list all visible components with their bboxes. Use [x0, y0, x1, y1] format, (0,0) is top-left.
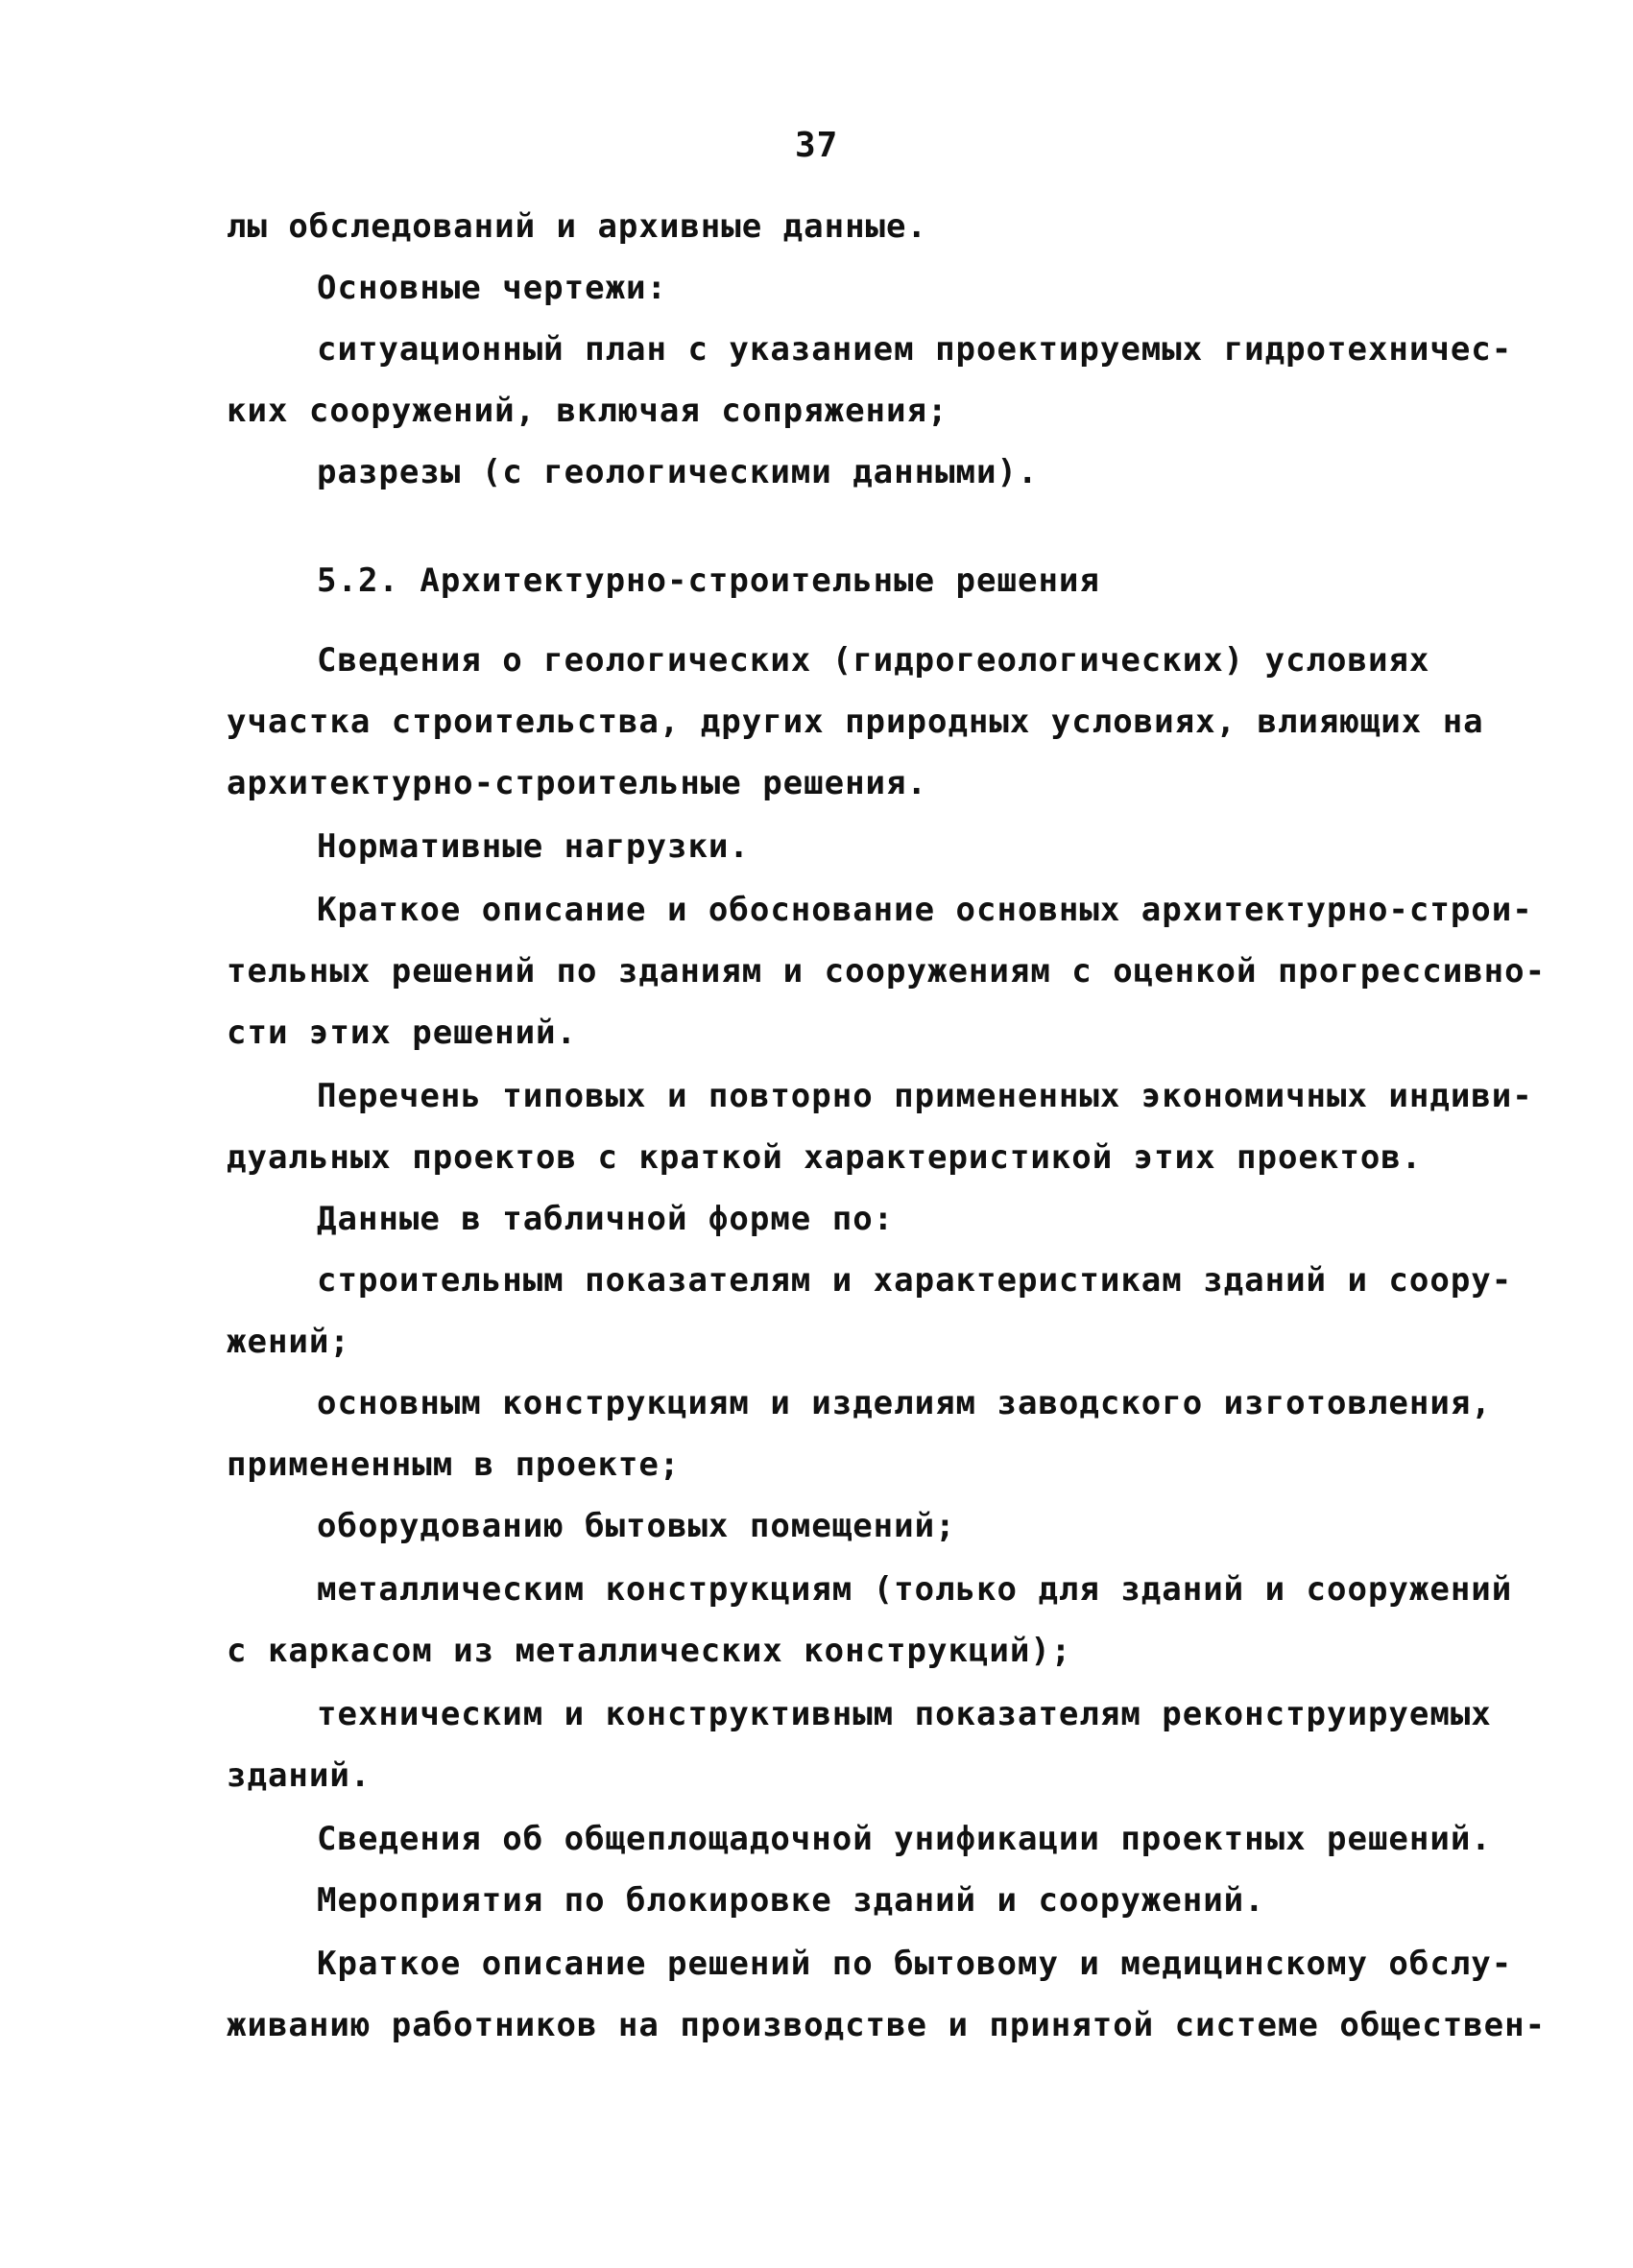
text-line: Данные в табличной форме по: [317, 1200, 895, 1238]
text-line: Краткое описание и обоснование основных архитектурно-строи- [317, 891, 1533, 929]
text-line: Мероприятия по блокировке зданий и сооружений. [317, 1881, 1265, 1920]
text-line: металлическим конструкциям (только для зданий и сооружений [317, 1570, 1513, 1609]
text-line: Основные чертежи: [317, 269, 667, 307]
text-line: Сведения о геологических (гидрогеологических) условиях [317, 641, 1430, 680]
text-line: участка строительства, других природных условиях, влияющих на [227, 703, 1484, 741]
text-line: дуальных проектов с краткой характеристикой этих проектов. [227, 1138, 1423, 1177]
text-line: ситуационный план с указанием проектируемых гидротехничес- [317, 330, 1513, 369]
text-line: Краткое описание решений по бытовому и медицинскому обслу- [317, 1945, 1513, 1983]
page-number: 37 [795, 126, 839, 165]
text-line: основным конструкциям и изделиям заводского изготовления, [317, 1384, 1492, 1422]
text-line: строительным показателям и характеристикам зданий и соору- [317, 1261, 1513, 1300]
text-line: разрезы (с геологическими данными). [317, 453, 1039, 491]
section-heading: 5.2. Архитектурно-строительные решения [317, 561, 1100, 600]
text-line: оборудованию бытовых помещений; [317, 1507, 956, 1545]
text-line: ких сооружений, включая сопряжения; [227, 392, 949, 430]
text-line: Сведения об общеплощадочной унификации проектных решений. [317, 1820, 1492, 1858]
text-line: Нормативные нагрузки. [317, 827, 750, 866]
text-line: сти этих решений. [227, 1014, 577, 1052]
text-line: техническим и конструктивным показателям реконструируемых [317, 1695, 1492, 1733]
text-line: живанию работников на производстве и принятой системе обществен- [227, 2006, 1547, 2044]
text-line: зданий. [227, 1756, 372, 1795]
text-line: лы обследований и архивные данные. [227, 207, 927, 246]
text-line: Перечень типовых и повторно примененных экономичных индиви- [317, 1077, 1533, 1115]
text-line: архитектурно-строительные решения. [227, 764, 927, 802]
text-line: тельных решений по зданиям и сооружениям с оценкой прогрессивно- [227, 952, 1547, 991]
text-line: жений; [227, 1323, 350, 1361]
text-line: примененным в проекте; [227, 1445, 681, 1484]
text-line: с каркасом из металлических конструкций); [227, 1632, 1072, 1670]
